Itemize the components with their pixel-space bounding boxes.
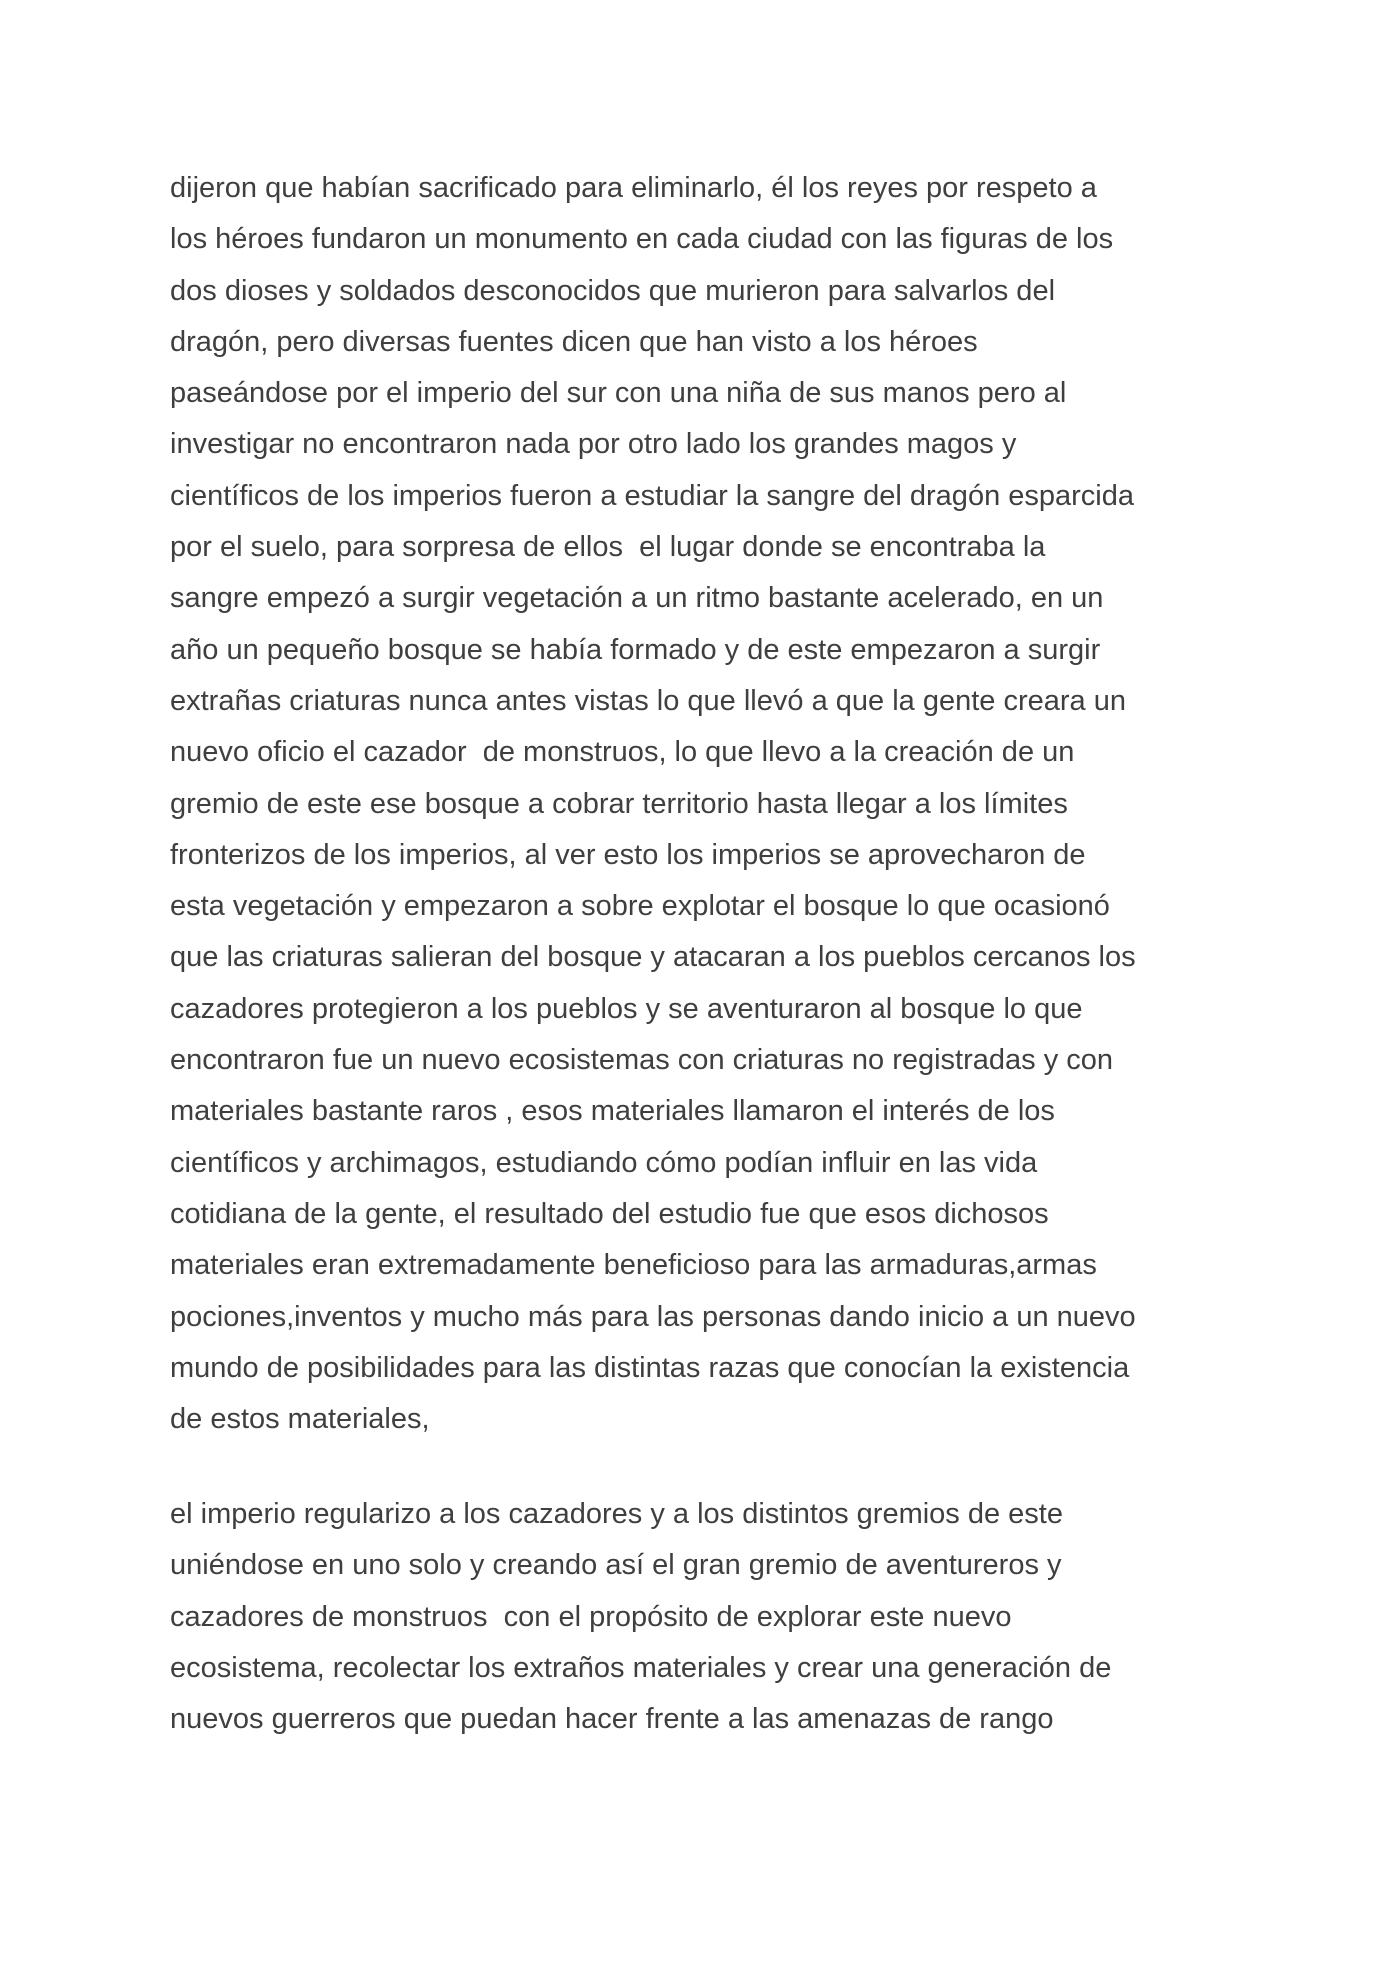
- text-line: materiales eran extremadamente beneficioso para las armaduras,armas: [170, 1249, 1097, 1282]
- text-line: paseándose por el imperio del sur con una niña de sus manos pero al: [170, 377, 1067, 410]
- text-line: ecosistema, recolectar los extraños materiales y crear una generación de: [170, 1651, 1112, 1684]
- paragraph-1: [170, 163, 1270, 1445]
- text-line: dos dioses y soldados desconocidos que murieron para salvarlos del: [170, 274, 1056, 307]
- text-line: cazadores de monstruos con el propósito de explorar este nuevo: [170, 1600, 1012, 1633]
- text-line: investigar no encontraron nada por otro lado los grandes magos y: [170, 428, 1017, 461]
- text-line: sangre empezó a surgir vegetación a un ritmo bastante acelerado, en un: [170, 582, 1104, 615]
- text-line: los héroes fundaron un monumento en cada ciudad con las figuras de los: [170, 223, 1114, 256]
- text-line: año un pequeño bosque se había formado y de este empezaron a surgir: [170, 633, 1101, 666]
- text-line: cazadores protegieron a los pueblos y se aventuraron al bosque lo que: [170, 992, 1083, 1025]
- text-line: fronterizos de los imperios, al ver esto los imperios se aprovecharon de: [170, 838, 1086, 871]
- text-line: encontraron fue un nuevo ecosistemas con criaturas no registradas y con: [170, 1044, 1114, 1077]
- text-line: científicos de los imperios fueron a estudiar la sangre del dragón esparcida: [170, 479, 1134, 512]
- paragraph-2: [170, 1489, 1270, 1745]
- text-line: pociones,inventos y mucho más para las personas dando inicio a un nuevo: [170, 1300, 1136, 1333]
- text-line: científicos y archimagos, estudiando cómo podían influir en las vida: [170, 1146, 1038, 1179]
- text-line: esta vegetación y empezaron a sobre explotar el bosque lo que ocasionó: [170, 890, 1110, 923]
- text-line: materiales bastante raros , esos materiales llamaron el interés de los: [170, 1095, 1055, 1128]
- text-line: el imperio regularizo a los cazadores y a los distintos gremios de este: [170, 1498, 1063, 1530]
- text-line: dijeron que habían sacrificado para eliminarlo, él los reyes por respeto a: [170, 172, 1097, 204]
- text-line: por el suelo, para sorpresa de ellos el lugar donde se encontraba la: [170, 531, 1046, 564]
- text-line: extrañas criaturas nunca antes vistas lo que llevó a que la gente creara un: [170, 684, 1126, 717]
- text-line: nuevos guerreros que puedan hacer frente a las amenazas de rango: [170, 1703, 1054, 1736]
- text-line: uniéndose en uno solo y creando así el gran gremio de aventureros y: [170, 1549, 1062, 1582]
- text-line: de estos materiales,: [170, 1403, 430, 1436]
- text-line: que las criaturas salieran del bosque y atacaran a los pueblos cercanos los: [170, 941, 1136, 974]
- text-line: nuevo oficio el cazador de monstruos, lo que llevo a la creación de un: [170, 736, 1075, 769]
- text-line: cotidiana de la gente, el resultado del estudio fue que esos dichosos: [170, 1197, 1049, 1230]
- text-line: gremio de este ese bosque a cobrar territorio hasta llegar a los límites: [170, 787, 1068, 820]
- text-line: dragón, pero diversas fuentes dicen que han visto a los héroes: [170, 325, 978, 358]
- text-line: mundo de posibilidades para las distintas razas que conocían la existencia: [170, 1351, 1130, 1384]
